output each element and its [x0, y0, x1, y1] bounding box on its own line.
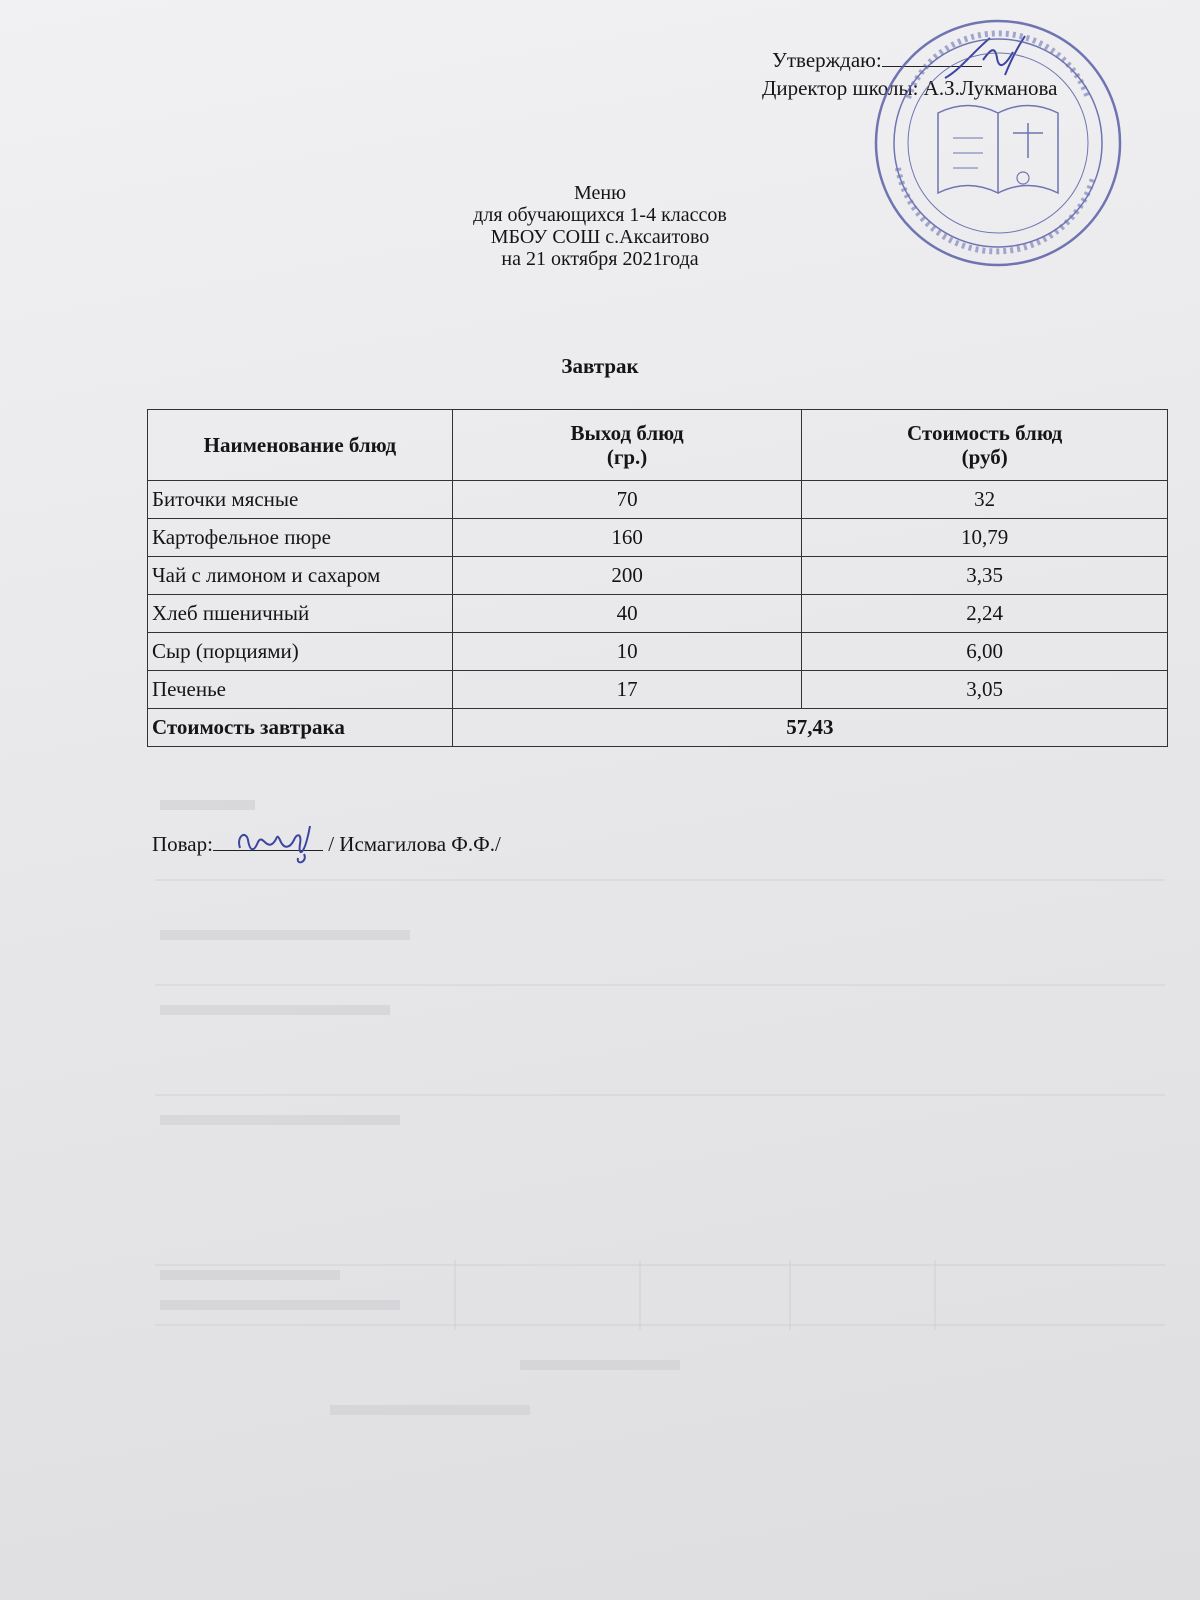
dish-cost: 32	[802, 481, 1168, 519]
dish-weight: 70	[452, 481, 802, 519]
dish-cost: 2,24	[802, 595, 1168, 633]
total-label: Стоимость завтрака	[148, 709, 453, 747]
menu-table	[147, 409, 1168, 747]
dish-name: Печенье	[148, 671, 453, 709]
dish-name: Биточки мясные	[148, 481, 453, 519]
dish-weight: 10	[452, 633, 802, 671]
table-total-row	[148, 709, 1168, 747]
menu-school: МБОУ СОШ с.Аксаитово	[490, 226, 710, 248]
cook-label: Повар:	[152, 832, 213, 856]
table-row	[148, 481, 1168, 519]
cook-name: / Исмагилова Ф.Ф./	[328, 832, 501, 856]
dish-cost: 6,00	[802, 633, 1168, 671]
dish-cost: 10,79	[802, 519, 1168, 557]
meal-section-title: Завтрак	[561, 354, 639, 378]
cook-signature	[232, 818, 352, 868]
dish-name: Чай с лимоном и сахаром	[148, 557, 453, 595]
menu-title: Меню	[573, 182, 627, 204]
dish-weight: 17	[452, 671, 802, 709]
approval-label: Утверждаю:	[772, 48, 882, 72]
total-value: 57,43	[452, 709, 1167, 747]
header-weight: Выход блюд (гр.)	[452, 410, 802, 481]
table-row	[148, 671, 1168, 709]
dish-weight: 160	[452, 519, 802, 557]
menu-audience: для обучающихся 1-4 классов	[473, 204, 727, 226]
table-row	[148, 519, 1168, 557]
dish-name: Сыр (порциями)	[148, 633, 453, 671]
dish-name: Хлеб пшеничный	[148, 595, 453, 633]
dish-weight: 200	[452, 557, 802, 595]
dish-cost: 3,05	[802, 671, 1168, 709]
dish-weight: 40	[452, 595, 802, 633]
dish-cost: 3,35	[802, 557, 1168, 595]
director-line: Директор школы: А.З.Лукманова	[762, 76, 1058, 100]
table-row	[148, 595, 1168, 633]
header-cost: Стоимость блюд (руб)	[802, 410, 1168, 481]
menu-date: на 21 октября 2021года	[501, 248, 699, 270]
header-dish-name: Наименование блюд	[148, 410, 453, 481]
table-header-row	[148, 410, 1168, 481]
menu-title-block	[0, 182, 1200, 270]
table-row	[148, 557, 1168, 595]
dish-name: Картофельное пюре	[148, 519, 453, 557]
table-row	[148, 633, 1168, 671]
